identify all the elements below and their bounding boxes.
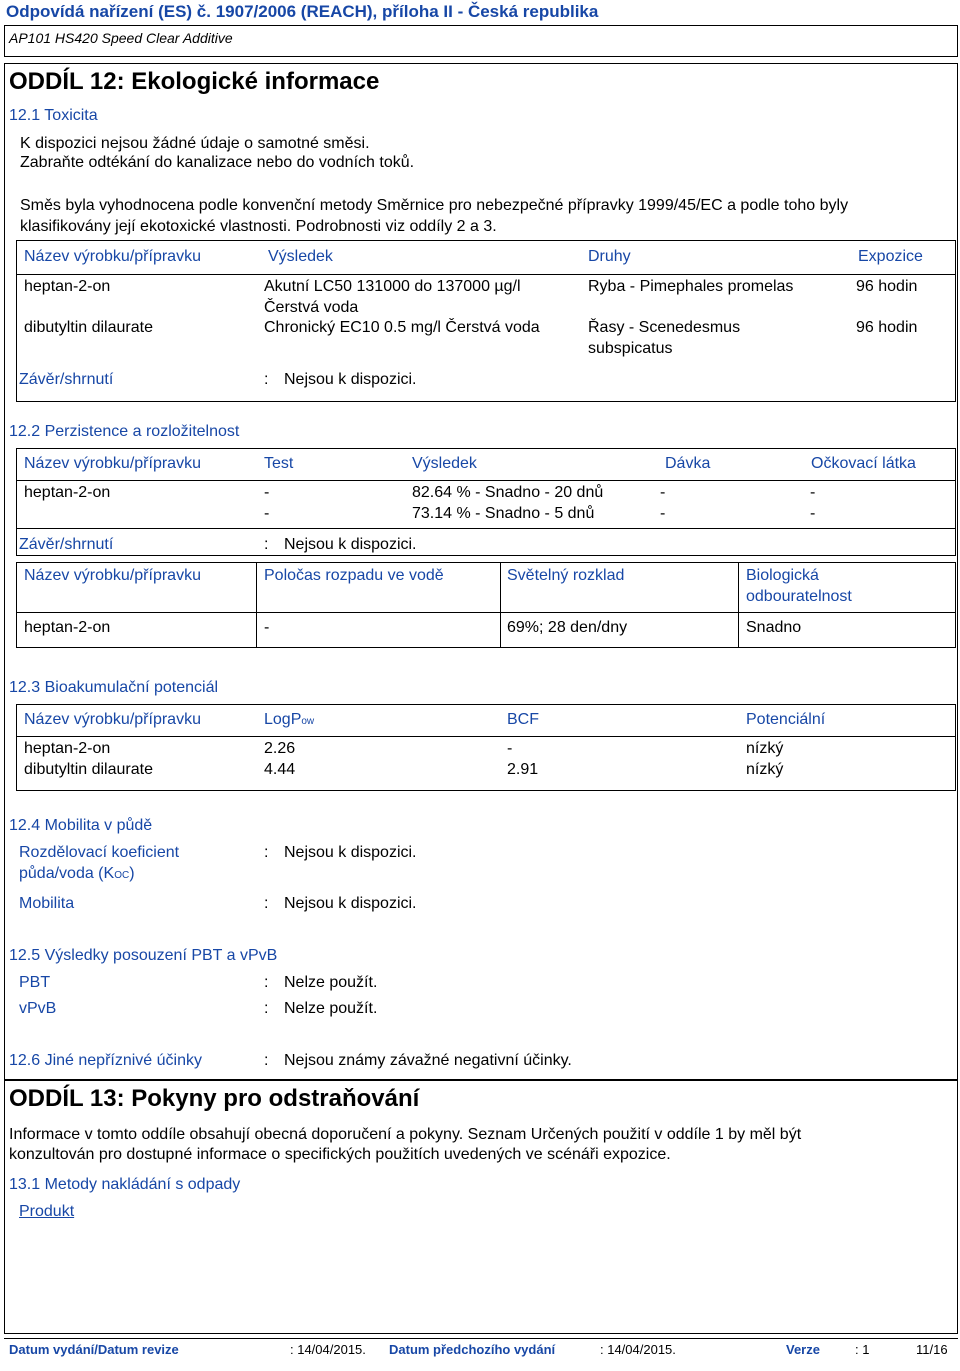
pers-conclusion-colon: : <box>264 536 269 553</box>
pers-header-dose: Dávka <box>665 455 711 472</box>
pbt-colon: : <box>264 974 269 991</box>
bio-header-name: Název výrobku/přípravku <box>24 711 201 728</box>
other-effects-value: Nejsou známy závažné negativní účinky. <box>284 1052 572 1069</box>
bio-row-2-logp: 4.44 <box>264 761 296 778</box>
bio-row-2-potential: nízký <box>746 761 784 778</box>
footer-version-value: : 1 <box>855 1342 870 1357</box>
pers-result-2: 73.14 % - Snadno - 5 dnů <box>412 505 595 522</box>
waste-methods-heading: 13.1 Metody nakládání s odpady <box>9 1176 241 1193</box>
tox-header-name: Název výrobku/přípravku <box>24 248 201 265</box>
pers-result-1: 82.64 % - Snadno - 20 dnů <box>412 484 604 501</box>
persistence-heading: 12.2 Perzistence a rozložitelnost <box>9 423 240 440</box>
table-divider <box>256 562 257 648</box>
bio-row-2-bcf: 2.91 <box>507 761 539 778</box>
regulation-header: Odpovídá nařízení (ES) č. 1907/2006 (REACH), příloha II - Česká republika <box>6 2 599 21</box>
half-header-biodeg-1: Biologická <box>746 567 819 584</box>
pers-inoculum-2: - <box>810 505 816 522</box>
bio-header-bcf: BCF <box>507 711 539 728</box>
section-13-title: ODDÍL 13: Pokyny pro odstraňování <box>9 1085 420 1112</box>
tox-row-1-species: Ryba - Pimephales promelas <box>588 278 794 295</box>
classification-paragraph-line-2: klasifikovány její ekotoxické vlastnosti. Podrobnosti viz oddíly 2 a 3. <box>20 218 497 235</box>
tox-row-2-result: Chronický EC10 0.5 mg/l Čerstvá voda <box>264 319 540 336</box>
pers-test-1: - <box>264 484 270 501</box>
half-header-half-life: Poločas rozpadu ve vodě <box>264 567 444 584</box>
footer-version-label: Verze <box>786 1342 820 1357</box>
koc-value: Nejsou k dispozici. <box>284 844 417 861</box>
pbt-heading: 12.5 Výsledky posouzení PBT a vPvB <box>9 947 278 964</box>
bio-row-1-potential: nízký <box>746 740 784 757</box>
tox-row-2-exposure: 96 hodin <box>856 319 918 336</box>
vpvb-label: vPvB <box>19 1000 57 1017</box>
table-divider <box>16 736 956 737</box>
mobility-colon: : <box>264 895 269 912</box>
vpvb-colon: : <box>264 1000 269 1017</box>
bio-row-1-name: heptan-2-on <box>24 740 111 757</box>
half-row-half-life: - <box>264 619 270 636</box>
pers-inoculum-1: - <box>810 484 816 501</box>
pers-test-2: - <box>264 505 270 522</box>
tox-conclusion-label: Závěr/shrnutí <box>19 371 114 388</box>
pers-header-test: Test <box>264 455 294 472</box>
table-divider <box>500 562 501 648</box>
bio-header-logp-sub: ow <box>301 716 315 727</box>
pers-conclusion-label: Závěr/shrnutí <box>19 536 114 553</box>
footer-issue-label: Datum vydání/Datum revize <box>9 1342 179 1357</box>
koc-label-end: ) <box>129 865 135 882</box>
classification-paragraph-line-1: Směs byla vyhodnocena podle konvenční metody Směrnice pro nebezpečné přípravky 1999/45/EC a podle toho byly <box>20 197 849 214</box>
bio-header-logp <box>264 711 314 729</box>
toxicity-line-1: K dispozici nejsou žádné údaje o samotné směsi. <box>20 135 370 152</box>
section-12-title: ODDÍL 12: Ekologické informace <box>9 68 380 95</box>
koc-colon: : <box>264 844 269 861</box>
tox-header-species: Druhy <box>588 248 631 265</box>
product-name-box <box>4 25 958 57</box>
mobility-heading: 12.4 Mobilita v půdě <box>9 817 153 834</box>
bio-header-potential: Potenciální <box>746 711 826 728</box>
mobility-label: Mobilita <box>19 895 75 912</box>
vpvb-value: Nelze použít. <box>284 1000 378 1017</box>
other-effects-heading: 12.6 Jiné nepříznivé účinky <box>9 1052 202 1069</box>
footer-page-number: 11/16 <box>916 1342 948 1357</box>
pbt-value: Nelze použít. <box>284 974 378 991</box>
pers-dose-1: - <box>660 484 666 501</box>
tox-conclusion-colon: : <box>264 371 269 388</box>
bio-row-1-logp: 2.26 <box>264 740 296 757</box>
tox-row-2-name: dibutyltin dilaurate <box>24 319 153 336</box>
tox-row-1-name: heptan-2-on <box>24 278 111 295</box>
pbt-label: PBT <box>19 974 51 991</box>
bio-header-logp-text: LogP <box>264 711 302 728</box>
footer-rule <box>4 1338 958 1339</box>
pers-header-name: Název výrobku/přípravku <box>24 455 201 472</box>
footer-issue-date: : 14/04/2015. <box>290 1342 366 1357</box>
footer-prev-date: : 14/04/2015. <box>600 1342 676 1357</box>
table-divider <box>16 612 956 613</box>
section-13-intro-line-1: Informace v tomto oddíle obsahují obecná doporučení a pokyny. Seznam Určených použití v oddíle 1 by měl být <box>9 1126 802 1143</box>
tox-row-2-species: Řasy - Scenedesmus <box>588 319 741 336</box>
tox-row-1-result: Akutní LC50 131000 do 137000 µg/l <box>264 278 521 295</box>
table-divider <box>16 480 956 481</box>
product-name: AP101 HS420 Speed Clear Additive <box>9 30 233 46</box>
toxicity-heading: 12.1 Toxicita <box>9 107 98 124</box>
footer-prev-label: Datum předchozího vydání <box>389 1342 556 1357</box>
koc-label-line-1: Rozdělovací koeficient <box>19 844 180 861</box>
pers-row-name: heptan-2-on <box>24 484 111 501</box>
half-header-biodeg-2: odbouratelnost <box>746 588 852 605</box>
table-divider <box>16 274 956 275</box>
table-divider <box>16 528 956 529</box>
tox-conclusion-value: Nejsou k dispozici. <box>284 371 417 388</box>
bio-row-1-bcf: - <box>507 740 513 757</box>
koc-label-text: půda/voda (K <box>19 865 115 882</box>
half-row-name: heptan-2-on <box>24 619 111 636</box>
tox-header-result: Výsledek <box>268 248 333 265</box>
other-effects-colon: : <box>264 1052 269 1069</box>
product-link[interactable]: Produkt <box>19 1203 75 1220</box>
pers-dose-2: - <box>660 505 666 522</box>
tox-header-exposure: Expozice <box>858 248 923 265</box>
section-13-intro-line-2: konzultován pro dostupné informace o specifických použitích uvedených ve scénáři expozice. <box>9 1146 671 1163</box>
bioaccumulation-heading: 12.3 Bioakumulační potenciál <box>9 679 219 696</box>
half-header-name: Název výrobku/přípravku <box>24 567 201 584</box>
pers-conclusion-value: Nejsou k dispozici. <box>284 536 417 553</box>
bio-row-2-name: dibutyltin dilaurate <box>24 761 153 778</box>
half-row-biodeg: Snadno <box>746 619 802 636</box>
tox-row-1-result-medium: Čerstvá voda <box>264 299 359 316</box>
mobility-value: Nejsou k dispozici. <box>284 895 417 912</box>
koc-label-sub: OC <box>114 870 130 881</box>
half-header-photolysis: Světelný rozklad <box>507 567 625 584</box>
table-divider <box>738 562 739 648</box>
section-13-box <box>4 1080 958 1334</box>
pers-header-inoculum: Očkovací látka <box>811 455 916 472</box>
tox-row-1-exposure: 96 hodin <box>856 278 918 295</box>
pers-header-result: Výsledek <box>412 455 477 472</box>
half-row-photolysis: 69%; 28 den/dny <box>507 619 628 636</box>
tox-row-2-species-cont: subspicatus <box>588 340 673 357</box>
toxicity-line-2: Zabraňte odtékání do kanalizace nebo do vodních toků. <box>20 154 415 171</box>
koc-label-line-2 <box>19 865 135 883</box>
